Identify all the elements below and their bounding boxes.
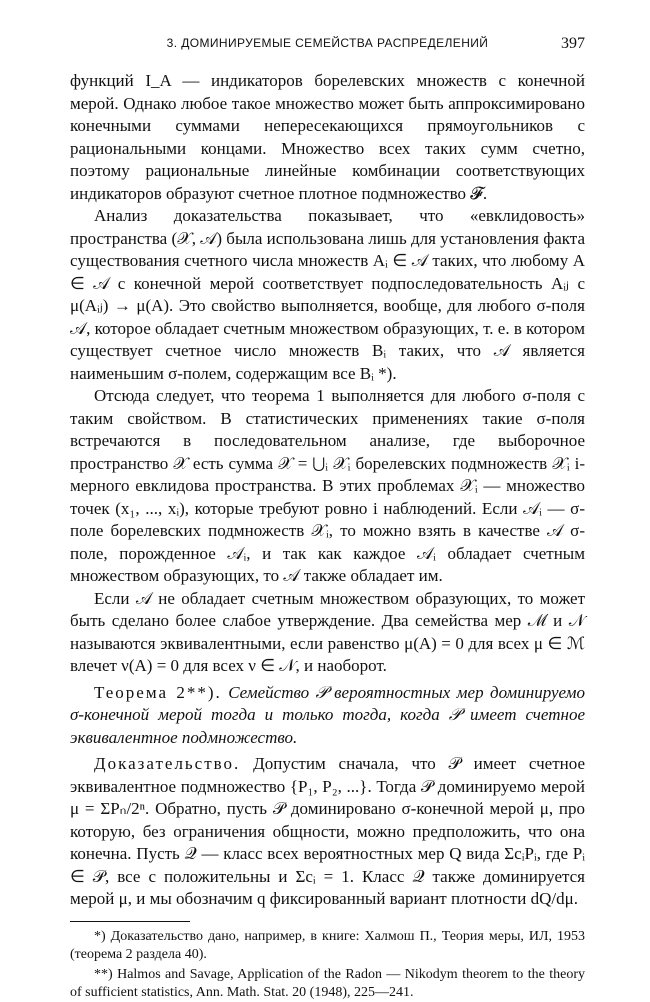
running-head: [70, 36, 585, 58]
footnote-rule: [70, 921, 190, 922]
paragraph-analysis: Анализ доказательства показывает, что «евклидовость» пространства (𝒳, 𝒜) была использована лишь для установления факта существования счетного числа множеств Aᵢ ∈ 𝒜 таких, что любому A ∈ 𝒜 с конечной мерой соответствует подпоследовательность Aᵢⱼ с μ(Aᵢⱼ) → μ(A). Это свойство выполняется, вообще, для любого σ-поля 𝒜, которое обладает счетным множеством образующих, т. е. в котором существует счетное число множеств Bᵢ таких, что 𝒜 является наименьшим σ-полем, содержащим все Bᵢ *).: [70, 206, 585, 383]
proof: [70, 753, 585, 911]
theorem-label: Теорема 2**).: [94, 682, 222, 702]
theorem-statement: Семейство 𝒫 вероятностных мер доминируемо σ-конечной мерой тогда и только тогда, когда 𝒫 имеет счетное эквивалентное подмножество.: [70, 682, 585, 747]
proof-text: Допустим сначала, что 𝒫 имеет счетное эквивалентное подмножество {P₁, P₂, ...}. Тогда 𝒫 доминируемо мерой μ = ΣPₙ/2ⁿ. Обратно, пусть 𝒫 доминировано σ-конечной мерой μ, про которую, без ограничения общности, можно предположить, что она конечна. Пусть 𝒬 — класс всех вероятностных мер Q вида ΣcᵢPᵢ, где Pᵢ ∈ 𝒫, все c положительны и Σcᵢ = 1. Класс 𝒬 также доминируется мерой μ, и мы обозначим q фиксированный вариант плотности dQ/dμ.: [70, 754, 585, 908]
paragraph-sequential-analysis: Отсюда следует, что теорема 1 выполняется для любого σ-поля с таким свойством. В статистических применениях такие σ-поля встречаются в последовательном анализе, где выборочное пространство 𝒳 есть сумма 𝒳 = ⋃ᵢ 𝒳ᵢ борелевских подмножеств 𝒳ᵢ i-мерного евклидова пространства. В этих проблемах 𝒳ᵢ — множество точек (x₁, ..., xᵢ), которые требуют ровно i наблюдений. Если 𝒜ᵢ — σ-поле борелевских подмножеств 𝒳ᵢ, то можно взять в качестве 𝒜 σ-поле, порожденное 𝒜ᵢ, и так как каждое 𝒜ᵢ обладает счетным множеством образующих, то 𝒜 также обладает им.: [70, 386, 585, 585]
page-body: [70, 70, 585, 1002]
footnote-2: **) Halmos and Savage, Application of the Radon — Nikodym theorem to the theory of sufficient statistics, Ann. Math. Stat. 20 (1948), 225—241.: [70, 966, 585, 1000]
page-number: 397: [561, 35, 585, 52]
paragraph-equivalent-families: Если 𝒜 не обладает счетным множеством образующих, то может быть сделано более слабое утверждение. Два семейства мер ℳ и 𝒩 называются эквивалентными, если равенство μ(A) = 0 для всех μ ∈ ℳ влечет ν(A) = 0 для всех ν ∈ 𝒩, и наоборот.: [70, 588, 585, 675]
paragraph-continuation: функций I_A — индикаторов борелевских множеств с конечной мерой. Однако любое такое множество может быть аппроксимировано конечными суммами непересекающихся прямоугольников с рациональными концами. Множество всех таких сумм счетно, поэтому рациональные линейные комбинации соответствующих индикаторов образуют счетное плотное подмножество 𝓕.: [70, 71, 585, 203]
footnote-1: *) Доказательство дано, например, в книге: Халмош П., Теория меры, ИЛ, 1953 (теорема 2 раздела 40).: [70, 928, 585, 962]
running-title: 3. ДОМИНИРУЕМЫЕ СЕМЕЙСТВА РАСПРЕДЕЛЕНИЙ: [166, 36, 489, 50]
proof-label: Доказательство.: [94, 754, 241, 773]
theorem-2: [70, 682, 585, 750]
